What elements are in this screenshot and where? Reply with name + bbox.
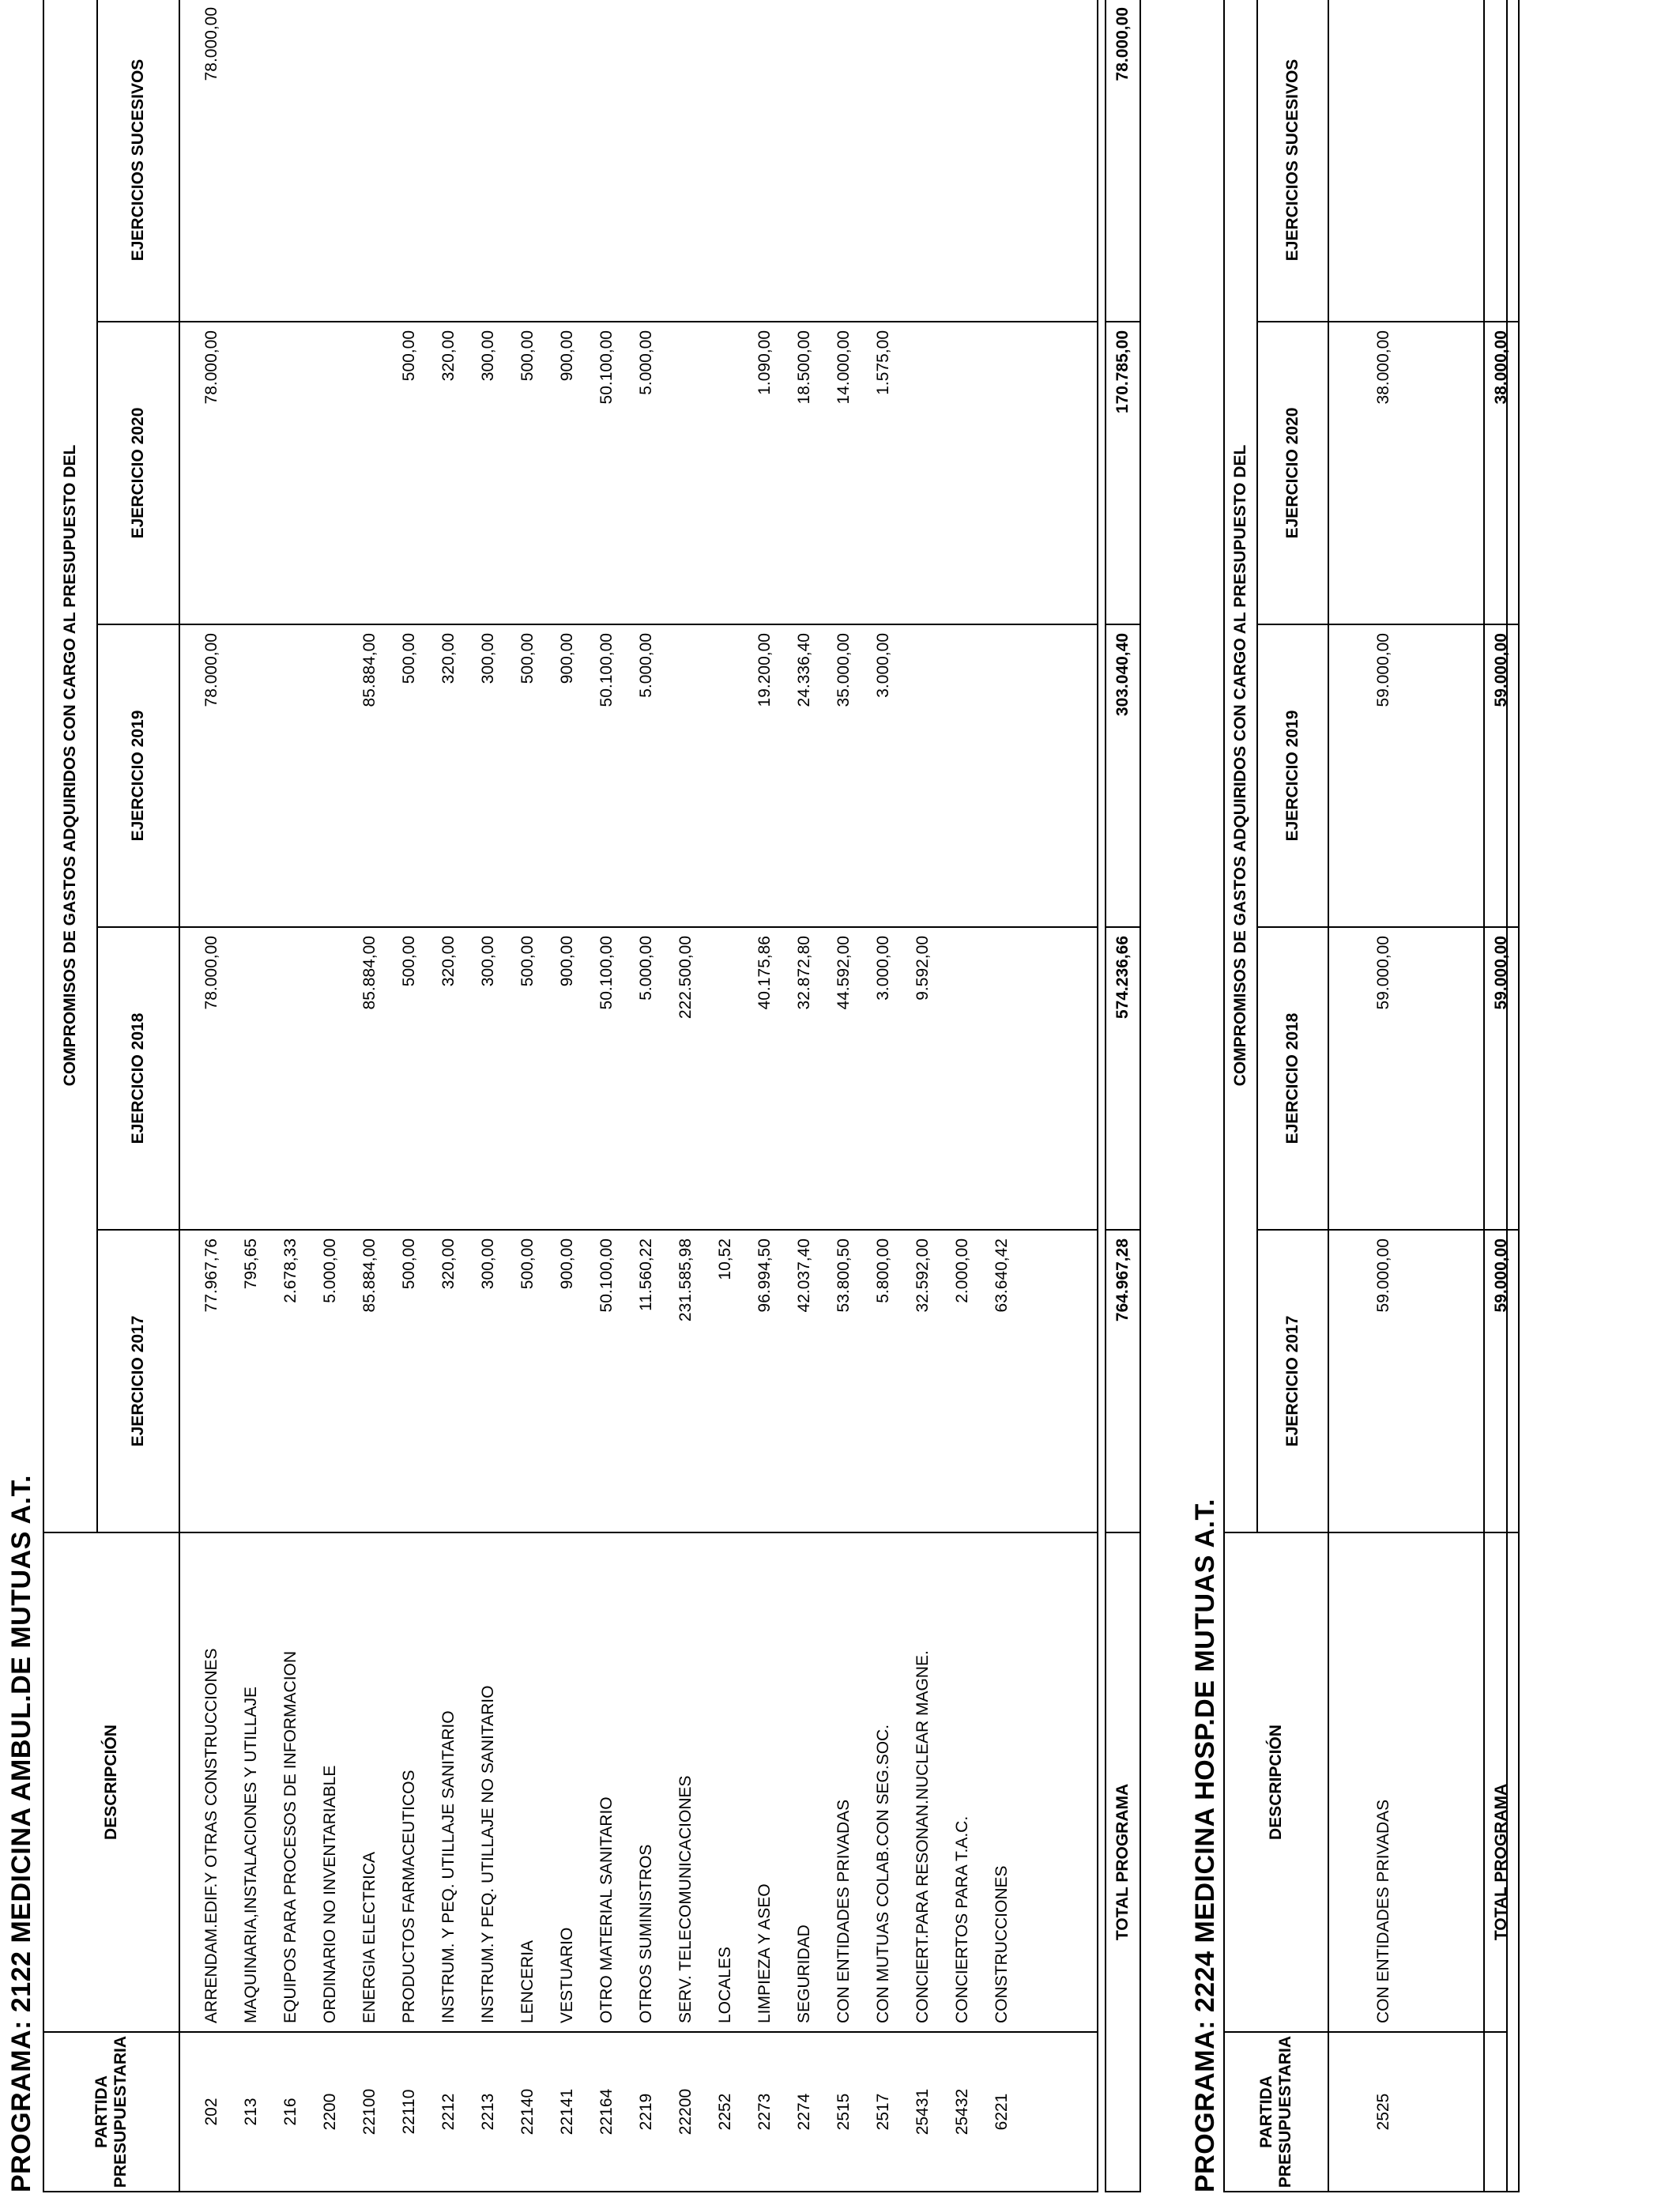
total-label: TOTAL PROGRAMA (1484, 1532, 1519, 2192)
ejercicio-2017-cell: 300,00 (479, 1238, 497, 1290)
header-ejercicios-sucesivos: EJERCICIOS SUCESIVOS (97, 0, 179, 322)
ejercicio-2020-cell: 500,00 (400, 330, 418, 382)
ejercicio-2017-cell: 53.800,50 (834, 1238, 853, 1313)
ejercicios-sucesivos-cell (785, 0, 824, 321)
ejercicio-2018-cell: 9.592,00 (913, 936, 932, 1001)
total-ejercicio-2017: 764.967,28 (1106, 1230, 1140, 1532)
ejercicio-2019-cell: 3.000,00 (874, 633, 892, 698)
ejercicios-sucesivos-cell (429, 0, 469, 321)
partida-cell: 22200 (676, 2088, 695, 2136)
ejercicio-2019-cell (982, 625, 1022, 926)
ejercicio-2020-cell (232, 322, 271, 624)
ejercicio-2019-cell (666, 625, 706, 926)
ejercicio-2019-cell: 5.000,00 (637, 633, 655, 698)
descripcion-cell: LIMPIEZA Y ASEO (755, 1883, 774, 2023)
ejercicios-sucesivos-cell (1364, 0, 1403, 321)
ejercicio-2020-cell: 500,00 (518, 330, 537, 382)
ejercicio-2020-cell (311, 322, 350, 624)
ejercicio-2019-cell: 50.100,00 (597, 633, 616, 707)
descripcion-cell: INSTRUM. Y PEQ. UTILLAJE SANITARIO (439, 1710, 458, 2023)
ejercicios-sucesivos-cell: 78.000,00 (202, 6, 220, 81)
ejercicio-2020-cell: 78.000,00 (202, 330, 220, 405)
ejercicio-2018-cell (271, 928, 311, 1229)
column-ejercicio-2017 (179, 1230, 1098, 1532)
header-descripcion: DESCRIPCIÓN (43, 1532, 179, 2032)
ejercicio-2017-cell: 5.800,00 (874, 1238, 892, 1303)
ejercicio-2020-cell (903, 322, 943, 624)
ejercicio-2019-cell: 59.000,00 (1374, 633, 1392, 707)
ejercicio-2019-cell: 900,00 (558, 633, 576, 684)
ejercicios-sucesivos-cell (548, 0, 587, 321)
ejercicios-sucesivos-cell (271, 0, 311, 321)
header-ejercicio-2017: EJERCICIO 2017 (1257, 1230, 1328, 1532)
partida-cell: 2515 (834, 2093, 853, 2131)
header-ejercicio-2018: EJERCICIO 2018 (1257, 927, 1328, 1230)
column-descripcion (179, 1532, 1098, 2032)
descripcion-cell: CONCIERTOS PARA T.A.C. (953, 1815, 971, 2023)
ejercicio-2019-cell: 500,00 (400, 633, 418, 684)
ejercicio-2019-cell (903, 625, 943, 926)
header-ejercicio-2020: EJERCICIO 2020 (1257, 322, 1328, 624)
ejercicio-2019-cell (943, 625, 982, 926)
partida-cell: 22164 (597, 2088, 616, 2136)
ejercicio-2018-cell: 85.884,00 (360, 936, 379, 1010)
ejercicio-2018-cell: 500,00 (518, 936, 537, 987)
ejercicio-2019-cell: 300,00 (479, 633, 497, 684)
ejercicio-2017-cell: 500,00 (518, 1238, 537, 1290)
partida-cell: 2525 (1374, 2093, 1392, 2131)
column-partida (1328, 2032, 1507, 2192)
total-ejercicio-2018: 574.236,66 (1106, 927, 1140, 1230)
partida-cell: 2517 (874, 2093, 892, 2131)
descripcion-cell: CON MUTUAS COLAB.CON SEG.SOC. (874, 1724, 892, 2023)
ejercicio-2017-cell: 2.000,00 (953, 1238, 971, 1303)
total-ejercicio-2019: 59.000,00 (1484, 624, 1519, 927)
ejercicio-2020-cell: 38.000,00 (1374, 330, 1392, 405)
ejercicio-2018-cell: 900,00 (558, 936, 576, 987)
descripcion-cell: LOCALES (716, 1947, 734, 2023)
partida-cell: 22100 (360, 2088, 379, 2136)
ejercicios-sucesivos-cell (864, 0, 903, 321)
header-partida: PARTIDA PRESUPUESTARIA (1224, 2032, 1328, 2192)
ejercicio-2020-cell: 50.100,00 (597, 330, 616, 405)
ejercicios-sucesivos-cell (350, 0, 390, 321)
ejercicios-sucesivos-cell (903, 0, 943, 321)
header-group: COMPROMISOS DE GASTOS ADQUIRIDOS CON CARGO AL PRESUPUESTO DEL (1224, 0, 1257, 1532)
descripcion-cell: EQUIPOS PARA PROCESOS DE INFORMACION (281, 1650, 299, 2023)
ejercicio-2017-cell: 11.560,22 (637, 1238, 655, 1311)
ejercicio-2019-cell (232, 625, 271, 926)
descripcion-cell: MAQUINARIA,INSTALACIONES Y UTILLAJE (242, 1687, 260, 2023)
partida-cell: 25431 (913, 2088, 932, 2136)
ejercicios-sucesivos-cell (508, 0, 548, 321)
ejercicio-2019-cell (311, 625, 350, 926)
descripcion-cell: INSTRUM.Y PEQ. UTILLAJE NO SANITARIO (479, 1685, 497, 2023)
partida-cell: 2212 (439, 2093, 458, 2131)
ejercicio-2017-cell: 50.100,00 (597, 1238, 616, 1313)
column-ejercicio-2017 (1328, 1230, 1507, 1532)
partida-cell: 2274 (795, 2093, 813, 2131)
descripcion-cell: SEGURIDAD (795, 1924, 813, 2023)
ejercicios-sucesivos-cell (982, 0, 1022, 321)
descripcion-cell: OTROS SUMINISTROS (637, 1844, 655, 2023)
ejercicio-2018-cell: 5.000,00 (637, 936, 655, 1001)
ejercicio-2020-cell: 900,00 (558, 330, 576, 382)
ejercicios-sucesivos-cell (390, 0, 429, 321)
total-ejercicio-2017: 59.000,00 (1484, 1230, 1519, 1532)
program-table (1223, 0, 1508, 2192)
total-row (1483, 0, 1520, 2192)
partida-cell: 2219 (637, 2093, 655, 2131)
column-ejercicio-2020 (179, 322, 1098, 624)
ejercicio-2018-cell: 44.592,00 (834, 936, 853, 1010)
descripcion-cell: PRODUCTOS FARMACEUTICOS (400, 1770, 418, 2023)
ejercicio-2019-cell: 78.000,00 (202, 633, 220, 707)
header-group: COMPROMISOS DE GASTOS ADQUIRIDOS CON CARGO AL PRESUPUESTO DEL (43, 0, 97, 1532)
total-ejercicio-2018: 59.000,00 (1484, 927, 1519, 1230)
ejercicio-2018-cell: 40.175,86 (755, 936, 774, 1010)
header-ejercicios-sucesivos: EJERCICIOS SUCESIVOS (1257, 0, 1328, 322)
total-ejercicio-2019: 303.040,40 (1106, 624, 1140, 927)
ejercicio-2017-cell: 231.585,98 (676, 1238, 695, 1322)
partida-cell: 213 (242, 2098, 260, 2126)
ejercicio-2020-cell (982, 322, 1022, 624)
column-descripcion (1328, 1532, 1507, 2032)
header-descripcion: DESCRIPCIÓN (1224, 1532, 1328, 2032)
partida-cell: 22141 (558, 2088, 576, 2136)
ejercicio-2019-cell: 85.884,00 (360, 633, 379, 707)
partida-cell: 216 (281, 2098, 299, 2126)
header-partida: PARTIDA PRESUPUESTARIA (43, 2032, 179, 2192)
ejercicio-2019-cell: 19.200,00 (755, 633, 774, 707)
header-ejercicio-2018: EJERCICIO 2018 (97, 927, 179, 1230)
descripcion-cell: VESTUARIO (558, 1927, 576, 2023)
ejercicio-2017-cell: 85.884,00 (360, 1238, 379, 1313)
descripcion-cell: OTRO MATERIAL SANITARIO (597, 1796, 616, 2023)
ejercicio-2020-cell: 300,00 (479, 330, 497, 382)
ejercicio-2018-cell: 50.100,00 (597, 936, 616, 1010)
ejercicio-2019-cell (271, 625, 311, 926)
program-title: PROGRAMA: 2122 MEDICINA AMBUL.DE MUTUAS A.T. (6, 1475, 36, 2192)
ejercicio-2018-cell: 500,00 (400, 936, 418, 987)
ejercicio-2018-cell (232, 928, 271, 1229)
ejercicio-2020-cell: 320,00 (439, 330, 458, 382)
descripcion-cell: CON ENTIDADES PRIVADAS (1374, 1799, 1392, 2023)
ejercicio-2018-cell (943, 928, 982, 1229)
ejercicio-2018-cell (311, 928, 350, 1229)
partida-cell: 25432 (953, 2088, 971, 2136)
descripcion-cell: CON ENTIDADES PRIVADAS (834, 1799, 853, 2023)
ejercicio-2020-cell (271, 322, 311, 624)
ejercicio-2020-cell: 5.000,00 (637, 330, 655, 395)
total-ejercicio-2020: 38.000,00 (1484, 322, 1519, 624)
header-ejercicio-2019: EJERCICIO 2019 (1257, 624, 1328, 927)
ejercicios-sucesivos-cell (666, 0, 706, 321)
header-ejercicio-2017: EJERCICIO 2017 (97, 1230, 179, 1532)
ejercicio-2017-cell: 320,00 (439, 1238, 458, 1290)
ejercicio-2018-cell: 32.872,80 (795, 936, 813, 1010)
partida-cell: 6221 (993, 2093, 1011, 2131)
descripcion-cell: ENERGIA ELECTRICA (360, 1851, 379, 2023)
partida-cell: 2252 (716, 2093, 734, 2131)
ejercicio-2017-cell: 5.000,00 (321, 1238, 339, 1303)
descripcion-cell: LENCERIA (518, 1940, 537, 2023)
ejercicio-2018-cell (706, 928, 745, 1229)
ejercicio-2017-cell: 500,00 (400, 1238, 418, 1290)
column-ejercicio-2018 (179, 927, 1098, 1230)
total-label: TOTAL PROGRAMA (1106, 1532, 1140, 2192)
total-ejercicios-sucesivos: 78.000,00 (1106, 0, 1140, 322)
ejercicio-2017-cell: 96.994,50 (755, 1238, 774, 1313)
ejercicios-sucesivos-cell (943, 0, 982, 321)
ejercicio-2020-cell (943, 322, 982, 624)
ejercicios-sucesivos-cell (469, 0, 508, 321)
ejercicio-2019-cell: 320,00 (439, 633, 458, 684)
ejercicio-2018-cell: 222.500,00 (676, 936, 695, 1020)
ejercicio-2017-cell: 32.592,00 (913, 1238, 932, 1313)
partida-cell: 2213 (479, 2093, 497, 2131)
ejercicio-2020-cell: 18.500,00 (795, 330, 813, 405)
ejercicio-2017-cell: 2.678,33 (281, 1238, 299, 1303)
ejercicio-2017-cell: 10,52 (716, 1238, 734, 1280)
ejercicio-2020-cell (666, 322, 706, 624)
ejercicio-2017-cell: 77.967,76 (202, 1238, 220, 1313)
descripcion-cell: ORDINARIO NO INVENTARIABLE (321, 1765, 339, 2023)
descripcion-cell: CONSTRUCCIONES (993, 1865, 1011, 2023)
ejercicios-sucesivos-cell (587, 0, 627, 321)
ejercicio-2020-cell (350, 322, 390, 624)
ejercicios-sucesivos-cell (745, 0, 785, 321)
ejercicio-2018-cell (982, 928, 1022, 1229)
column-ejercicio-2019 (179, 624, 1098, 927)
ejercicio-2018-cell: 320,00 (439, 936, 458, 987)
ejercicio-2017-cell: 900,00 (558, 1238, 576, 1290)
ejercicio-2019-cell: 35.000,00 (834, 633, 853, 707)
header-ejercicio-2019: EJERCICIO 2019 (97, 624, 179, 927)
partida-cell: 2200 (321, 2093, 339, 2131)
ejercicio-2017-cell: 42.037,40 (795, 1238, 813, 1313)
program-table (43, 0, 1098, 2192)
ejercicio-2020-cell: 1.090,00 (755, 330, 774, 395)
ejercicio-2020-cell: 14.000,00 (834, 330, 853, 405)
partida-cell: 22110 (400, 2089, 418, 2135)
header-ejercicio-2020: EJERCICIO 2020 (97, 322, 179, 624)
column-ejercicio-2019 (1328, 624, 1507, 927)
column-partida (179, 2032, 1098, 2192)
ejercicio-2017-cell: 63.640,42 (993, 1238, 1011, 1313)
partida-cell: 202 (202, 2098, 220, 2126)
partida-cell: 2273 (755, 2093, 774, 2131)
program-title: PROGRAMA: 2224 MEDICINA HOSP.DE MUTUAS A.T. (1190, 1498, 1220, 2192)
ejercicios-sucesivos-cell (311, 0, 350, 321)
column-ejercicio-2020 (1328, 322, 1507, 624)
ejercicio-2018-cell: 78.000,00 (202, 936, 220, 1010)
descripcion-cell: SERV. TELECOMUNICACIONES (676, 1775, 695, 2023)
ejercicio-2018-cell: 59.000,00 (1374, 936, 1392, 1010)
ejercicio-2019-cell: 24.336,40 (795, 633, 813, 707)
ejercicios-sucesivos-cell (824, 0, 864, 321)
ejercicio-2018-cell: 3.000,00 (874, 936, 892, 1001)
total-ejercicio-2020: 170.785,00 (1106, 322, 1140, 624)
ejercicio-2019-cell (706, 625, 745, 926)
ejercicio-2018-cell: 300,00 (479, 936, 497, 987)
ejercicio-2020-cell: 1.575,00 (874, 330, 892, 395)
ejercicios-sucesivos-cell (706, 0, 745, 321)
ejercicio-2017-cell: 795,65 (242, 1238, 260, 1290)
column-ejercicios-sucesivos (1328, 0, 1507, 322)
column-ejercicios-sucesivos (179, 0, 1098, 322)
ejercicio-2020-cell (706, 322, 745, 624)
ejercicio-2017-cell: 59.000,00 (1374, 1238, 1392, 1313)
ejercicios-sucesivos-cell (232, 0, 271, 321)
partida-cell: 22140 (518, 2088, 537, 2136)
descripcion-cell: ARRENDAM.EDIF.Y OTRAS CONSTRUCCIONES (202, 1648, 220, 2023)
descripcion-cell: CONCIERT.PARA RESONAN.NUCLEAR MAGNE. (913, 1650, 932, 2023)
ejercicios-sucesivos-cell (627, 0, 666, 321)
total-row (1105, 0, 1141, 2192)
total-ejercicios-sucesivos (1484, 0, 1519, 322)
column-ejercicio-2018 (1328, 927, 1507, 1230)
ejercicio-2019-cell: 500,00 (518, 633, 537, 684)
